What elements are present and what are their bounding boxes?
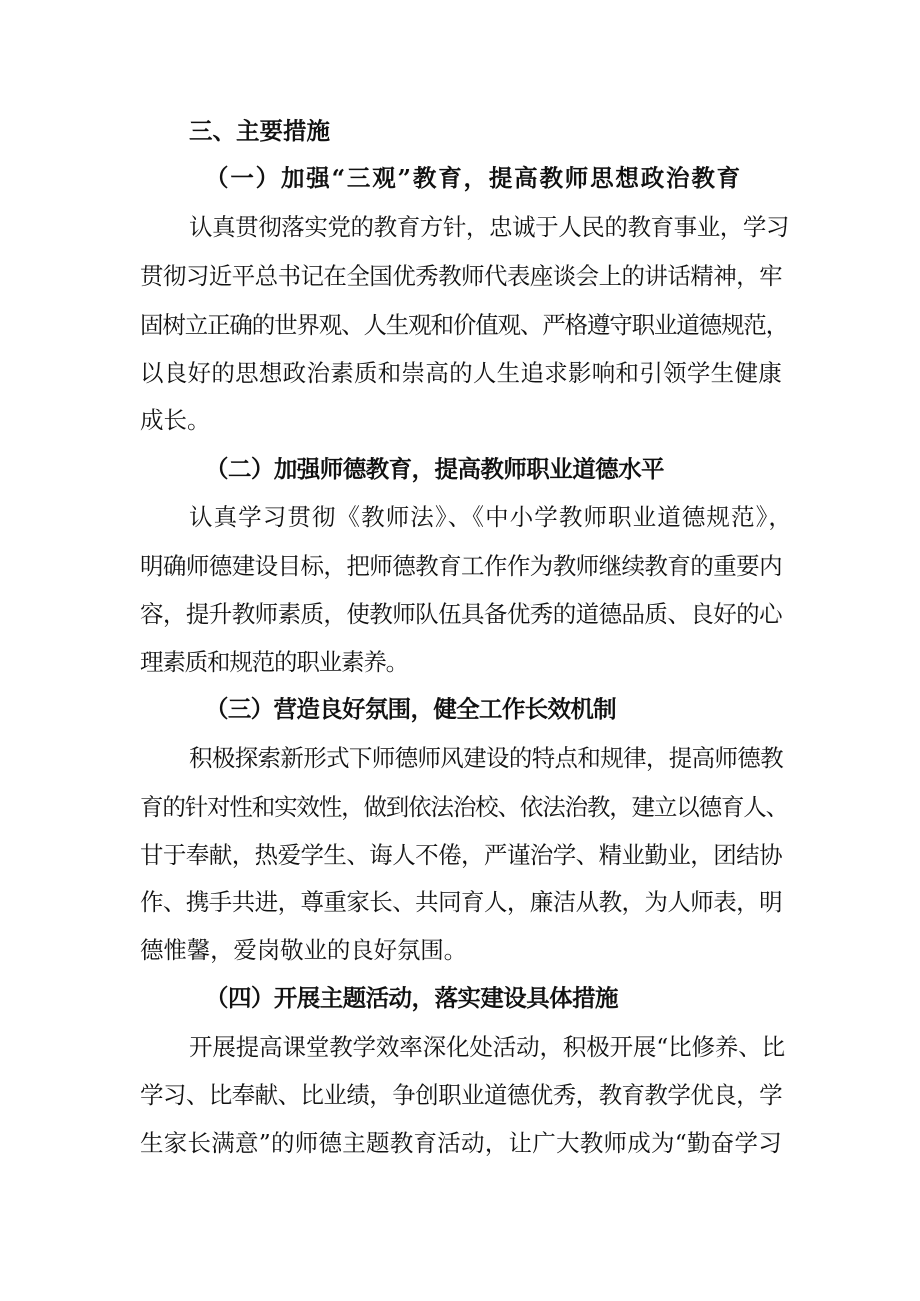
paragraph-line — [140, 792, 788, 822]
paragraph-line — [140, 1128, 782, 1158]
paragraph-text: 成长。 — [140, 406, 211, 434]
paragraph-line — [140, 1080, 782, 1110]
subsection-heading-text: （三）营造良好氛围，健全工作长效机制 — [205, 695, 616, 723]
subsection-heading — [205, 983, 618, 1013]
paragraph-line — [189, 502, 793, 532]
subsection-heading — [205, 694, 616, 724]
paragraph-line — [189, 1032, 785, 1062]
paragraph-text: 开展提高课堂教学效率深化处活动，积极开展“比修养、比 — [189, 1033, 785, 1061]
paragraph-line — [140, 551, 782, 581]
paragraph-line — [140, 599, 782, 629]
paragraph-line — [140, 647, 408, 677]
section-heading — [189, 116, 330, 146]
subsection-heading — [205, 163, 742, 193]
paragraph-text: 认真贯彻落实党的教育方针，忠诚于人民的教育事业，学习 — [189, 213, 789, 241]
paragraph-text: 理素质和规范的职业素养。 — [140, 648, 408, 676]
paragraph-line — [140, 261, 782, 291]
paragraph-line — [189, 212, 789, 242]
paragraph-line — [140, 840, 782, 870]
paragraph-text: 德惟馨，爱岗敬业的良好氛围。 — [140, 936, 467, 964]
paragraph-line — [140, 405, 211, 435]
subsection-heading-text: （四）开展主题活动，落实建设具体措施 — [205, 984, 618, 1012]
paragraph-text: 学习、比奉献、比业绩，争创职业道德优秀，教育教学优良，学 — [140, 1081, 782, 1109]
paragraph-line — [140, 358, 782, 388]
paragraph-text: 以良好的思想政治素质和崇高的人生追求影响和引领学生健康 — [140, 359, 782, 387]
paragraph-text: 育的针对性和实效性，做到依法治校、依法治教，建立以德育人、 — [140, 793, 788, 821]
subsection-heading-text: （二）加强师德教育，提高教师职业道德水平 — [205, 455, 664, 483]
subsection-heading — [205, 454, 664, 484]
paragraph-text: 甘于奉献，热爱学生、诲人不倦，严谨治学、精业勤业，团结协 — [140, 841, 782, 869]
paragraph-line — [140, 310, 788, 340]
paragraph-line — [140, 935, 467, 965]
paragraph-text: 作、携手共进，尊重家长、共同育人，廉洁从教，为人师表，明 — [140, 888, 782, 916]
paragraph-text: 贯彻习近平总书记在全国优秀教师代表座谈会上的讲话精神，牢 — [140, 262, 782, 290]
section-heading-text: 三、主要措施 — [189, 117, 330, 145]
paragraph-text: 积极探索新形式下师德师风建设的特点和规律，提高师德教 — [189, 744, 783, 772]
paragraph-text: 固树立正确的世界观、人生观和价值观、严格遵守职业道德规范， — [140, 311, 788, 339]
paragraph-line — [140, 887, 782, 917]
paragraph-text: 容，提升教师素质，使教师队伍具备优秀的道德品质、良好的心 — [140, 600, 782, 628]
paragraph-text: 生家长满意”的师德主题教育活动，让广大教师成为“勤奋学习 — [140, 1129, 782, 1157]
paragraph-text: 认真学习贯彻《教师法》、《中小学教师职业道德规范》， — [189, 503, 793, 531]
subsection-heading-text: （一）加强“三观”教育，提高教师思想政治教育 — [205, 164, 742, 192]
paragraph-line — [189, 743, 783, 773]
paragraph-text: 明确师德建设目标，把师德教育工作作为教师继续教育的重要内 — [140, 552, 782, 580]
